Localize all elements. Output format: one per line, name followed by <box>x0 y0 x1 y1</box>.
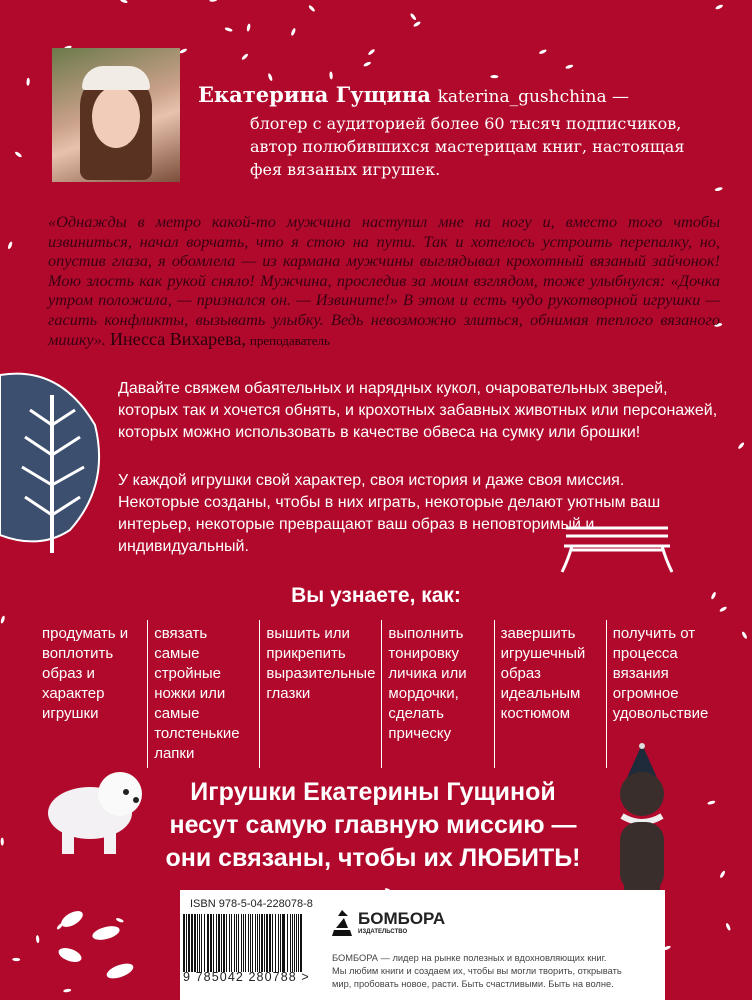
learn-title: Вы узнаете, как: <box>291 584 461 607</box>
dot <box>367 48 375 56</box>
publisher-name: БОМБОРА <box>358 909 446 928</box>
barcode-bar <box>248 914 249 972</box>
bombora-logo-icon <box>328 908 354 938</box>
dot <box>715 4 724 10</box>
barcode-bar <box>245 914 246 972</box>
barcode-bar <box>221 914 222 972</box>
dot <box>737 442 745 450</box>
publisher-subtitle: ИЗДАТЕЛЬСТВО <box>358 929 408 935</box>
dot <box>719 870 726 879</box>
author-handle: katerina_gushchina — <box>437 87 629 107</box>
dot <box>363 61 372 67</box>
testimonial-quote: «Однажды в метро какой-то мужчина наступил мне на ногу и, вместо того чтобы извиниться, начал ворчать, что я стою на пути. Так и хотелось устроить перепалку, но, опустив глаза, я обомлела — из кармана мужчины выглядывал крохотный вязаный зайчонок! Мою злость как рукой сняло! Мужчина, проследив за моим взглядом, тоже улыбнулся: «Дочка утром положила, — признался он. — Извините!» В этом и есть чудо рукотворной игрушки — гасить конфликты, вызывать улыбку. Ведь невозможно злиться, обнимая теплого вязаного мишку». Инесса Вихарева, преподаватель <box>48 212 720 349</box>
bio-line: фея вязаных игрушек. <box>250 160 441 179</box>
isbn: ISBN 978-5-04-228078-8 <box>190 898 313 910</box>
barcode-bar <box>243 914 244 972</box>
dot <box>14 151 22 158</box>
dot <box>714 187 723 192</box>
bio-line: блогер с аудиторией более 60 тысяч подписчиков, <box>250 114 682 133</box>
leaves-illustration-icon <box>50 905 150 995</box>
barcode <box>183 914 303 972</box>
barcode-bar <box>255 914 256 972</box>
barcode-bar <box>210 914 212 972</box>
barcode-bar <box>194 914 196 972</box>
dot <box>209 0 217 2</box>
barcode-bar <box>204 914 206 972</box>
dot <box>7 241 13 250</box>
barcode-bar <box>300 914 302 972</box>
learn-item: выполнить тонировку личика или мордочки, сделать прическу <box>381 620 493 768</box>
tagline-line: они связаны, чтобы их ЛЮБИТЬ! <box>165 844 581 872</box>
barcode-bar <box>287 914 289 972</box>
learn-item: завершить игрушечный образ идеальным костюмом <box>494 620 606 768</box>
barcode-bar <box>199 914 200 972</box>
publisher-text-line: БОМБОРА — лидер на рынке полезных и вдохновляющих книг. <box>332 953 607 963</box>
learn-item: продумать и воплотить образ и характер игрушки <box>42 625 129 722</box>
author-bio <box>198 80 718 181</box>
barcode-bar <box>238 914 239 972</box>
barcode-bar <box>216 914 217 972</box>
learn-item: связать самые стройные ножки или самые толстенькие лапки <box>147 620 259 768</box>
publisher-logo <box>328 908 445 938</box>
barcode-bar <box>259 914 260 972</box>
publisher-text-line: мир, пробовать новое, расти. Быть счастливыми. Быть на волне. <box>332 979 614 989</box>
dot <box>409 13 416 21</box>
barcode-bar <box>241 914 242 972</box>
quote-author: Инесса Вихарева <box>109 328 242 349</box>
dot <box>490 75 498 78</box>
barcode-bar <box>283 914 285 972</box>
dot <box>329 71 333 79</box>
dot <box>707 800 716 805</box>
barcode-bar <box>207 914 209 972</box>
learn-item: получить от процесса вязания огромное удовольствие <box>606 620 718 768</box>
dot <box>413 21 421 28</box>
barcode-bar <box>213 914 214 972</box>
dot <box>741 631 748 640</box>
barcode-bar <box>236 914 237 972</box>
barcode-bar <box>292 914 293 972</box>
dot <box>12 958 20 962</box>
barcode-number: 9 785042 280788 > <box>183 970 310 984</box>
barcode-bar <box>264 914 265 972</box>
dot <box>179 48 188 54</box>
author-name: Екатерина Гущина <box>198 82 431 107</box>
dot <box>725 923 731 932</box>
barcode-bar <box>257 914 258 972</box>
tagline <box>150 776 596 875</box>
barcode-bar <box>201 914 202 972</box>
barcode-bar <box>183 914 185 972</box>
dot <box>565 64 574 70</box>
dot <box>119 0 128 4</box>
barcode-bar <box>186 914 187 972</box>
dot <box>1 838 4 846</box>
tree-illustration-icon <box>0 365 110 555</box>
barcode-bar <box>250 914 251 972</box>
dot <box>36 935 40 943</box>
barcode-bar <box>294 914 295 972</box>
publisher-text-line: Мы любим книги и создаем их, чтобы вы могли творить, открывать <box>332 966 622 976</box>
barcode-bar <box>218 914 220 972</box>
barcode-bar <box>191 914 193 972</box>
barcode-bar <box>272 914 273 972</box>
dot <box>241 53 249 61</box>
barcode-bar <box>226 914 227 972</box>
dot <box>0 615 6 624</box>
intro-paragraph: У каждой игрушки свой характер, своя история и даже своя миссия. Некоторые созданы, чтобы в них играть, некоторые делают уютным ваш интерьер, некоторые превращают ваш образ в неповторимый и индивидуальный. <box>118 472 661 555</box>
barcode-bar <box>278 914 279 972</box>
dot <box>290 28 296 37</box>
barcode-bar <box>269 914 270 972</box>
learn-item: вышить или прикрепить выразительные глазки <box>259 620 381 768</box>
bench-illustration-icon <box>558 520 676 580</box>
barcode-bar <box>298 914 299 972</box>
barcode-bar <box>223 914 225 972</box>
author-photo <box>52 48 180 182</box>
barcode-bar <box>234 914 235 972</box>
barcode-bar <box>290 914 291 972</box>
barcode-bar <box>231 914 232 972</box>
knitted-dog-toy-icon <box>28 758 148 858</box>
back-cover-info <box>180 890 665 1000</box>
barcode-bar <box>266 914 268 972</box>
dot <box>246 23 251 31</box>
barcode-bar <box>197 914 198 972</box>
barcode-bar <box>261 914 263 972</box>
bio-line: автор полюбившихся мастерицам книг, настоящая <box>250 137 685 156</box>
barcode-bar <box>188 914 190 972</box>
knitted-bear-toy-icon <box>606 742 678 912</box>
barcode-bar <box>296 914 297 972</box>
barcode-bar <box>252 914 254 972</box>
quote-text: «Однажды в метро какой-то мужчина наступил мне на ногу и, вместо того чтобы извиниться, начал ворчать, что я стою на пути. Так и хотелось устроить перепалку, но, опустив глаза, я обомлела — из кармана мужчины выглядывал крохотный вязаный зайчонок! Мою злость как рукой сняло! Мужчина, проследив за моим взглядом, тоже улыбнулся: «Дочка утром положила, — признался он. — Извините!» В этом и есть чудо рукотворной игрушки — гасить конфликты, вызывать улыбку. Ведь невозможно злиться, обнимая теплого вязаного мишку». <box>48 212 720 349</box>
dot <box>539 49 548 55</box>
quote-author-role: преподаватель <box>249 332 330 348</box>
barcode-bar <box>275 914 277 972</box>
tagline-line: Игрушки Екатерины Гущиной <box>190 778 556 806</box>
dot <box>26 78 30 86</box>
barcode-bar <box>229 914 230 972</box>
publisher-description <box>332 952 622 991</box>
dot <box>224 27 233 33</box>
intro-paragraph: Давайте свяжем обаятельных и нарядных кукол, очаровательных зверей, которых так и хочется обнять, и крохотных забавных животных или персонажей, которых можно использовать в качестве обвеса на сумку или брошки! <box>118 380 718 441</box>
tagline-line: несут самую главную миссию — <box>169 811 577 839</box>
dot <box>308 4 316 12</box>
barcode-bar <box>280 914 281 972</box>
barcode-bar <box>282 914 283 972</box>
